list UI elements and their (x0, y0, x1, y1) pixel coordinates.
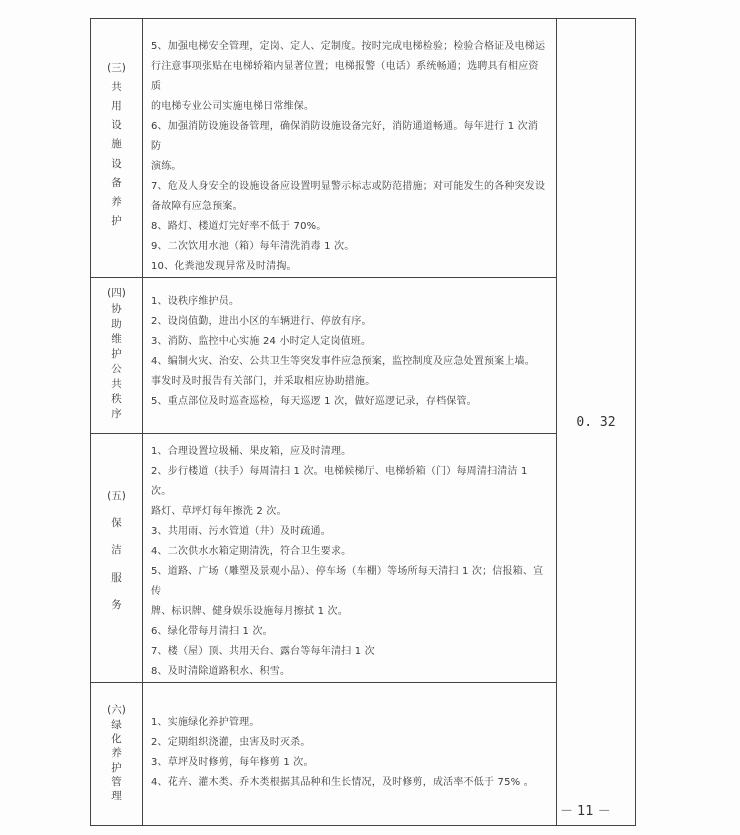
list-item: 行注意事项张贴在电梯轿箱内显著位置；电梯报警（电话）系统畅通；选聘具有相应资质 (151, 61, 539, 92)
content-cell (143, 278, 557, 434)
list-item: 3、消防、监控中心实施 24 小时定人定岗值班。 (151, 336, 372, 347)
list-item: 2、设岗值勤，进出小区的车辆进行、停放有序。 (151, 316, 372, 327)
list-item: 5、道路、广场（雕塑及景观小品）、停车场（车棚）等场所每天清扫 1 次；信报箱、宣传 (151, 566, 544, 597)
list-item: 9、二次饮用水池（箱）每年清洗消毒 1 次。 (151, 241, 355, 252)
list-item: 1、设秩序维护员。 (151, 296, 240, 307)
list-item: 1、实施绿化养护管理。 (151, 717, 260, 728)
score-cell (557, 19, 636, 826)
category-cell (91, 19, 143, 278)
list-item: 演练。 (151, 161, 182, 172)
list-item: 4、花卉、灌木类、乔木类根据其品种和生长情况，及时修剪，成活率不低于 75% 。 (151, 777, 534, 788)
category-cell (91, 278, 143, 434)
table-row-section-3 (91, 19, 636, 278)
list-item: 事发时及时报告有关部门，并采取相应协助措施。 (151, 376, 376, 387)
list-item: 6、加强消防设施设备管理，确保消防设施设备完好，消防通道畅通。每年进行 1 次消防 (151, 121, 539, 152)
list-item: 8、及时清除道路积水、积雪。 (151, 666, 291, 677)
list-item: 2、步行楼道（扶手）每周清扫 1 次。电梯候梯厅、电梯轿箱（门）每周清扫清洁 1 次。 (151, 466, 528, 497)
list-item: 7、危及人身安全的设施设备应设置明显警示标志或防范措施；对可能发生的各种突发设 (151, 181, 546, 192)
list-item: 8、路灯、楼道灯完好率不低于 70%。 (151, 221, 327, 232)
list-item: 5、重点部位及时巡查巡检，每天巡逻 1 次，做好巡逻记录，存档保管。 (151, 396, 477, 407)
list-item: 7、楼（屋）顶、共用天台、露台等每年清扫 1 次 (151, 646, 375, 657)
content-cell (143, 683, 557, 826)
table-row-section-6 (91, 683, 636, 826)
list-item: 4、编制火灾、治安、公共卫生等突发事件应急预案，监控制度及应急处置预案上墙。 (151, 356, 535, 367)
content-cell (143, 434, 557, 683)
category-number: (五) (107, 490, 126, 503)
table-row-section-5 (91, 434, 636, 683)
category-number: (四) (107, 287, 126, 300)
list-item: 3、草坪及时修剪，每年修剪 1 次。 (151, 757, 314, 768)
list-item: 备故障有应急预案。 (151, 201, 243, 212)
list-item: 6、绿化带每月清扫 1 次。 (151, 626, 273, 637)
category-cell (91, 683, 143, 826)
list-item: 路灯、草坪灯每年擦洗 2 次。 (151, 506, 287, 517)
score-value: 0. 32 (576, 414, 616, 430)
page-number: － 11 － (560, 804, 611, 819)
list-item: 10、化粪池发现异常及时清掏。 (151, 261, 297, 272)
category-title: 绿 化 养 护 管 理 (111, 719, 122, 802)
table-row-section-4 (91, 278, 636, 434)
content-cell (143, 19, 557, 278)
category-number: (六) (107, 704, 126, 717)
list-item: 3、共用雨、污水管道（井）及时疏通。 (151, 526, 331, 537)
category-title: 共 用 设 施 设 备 养 护 (111, 81, 122, 227)
list-item: 牌、标识牌、健身娱乐设施每月擦拭 1 次。 (151, 606, 348, 617)
list-item: 的电梯专业公司实施电梯日常维保。 (151, 101, 315, 112)
category-number: (三) (107, 61, 126, 74)
service-standard-table (90, 18, 636, 826)
list-item: 4、二次供水水箱定期清洗，符合卫生要求。 (151, 546, 352, 557)
list-item: 5、加强电梯安全管理，定岗、定人、定制度。按时完成电梯检验；检验合格证及电梯运 (151, 41, 546, 52)
category-title: 保 洁 服 务 (111, 517, 122, 611)
list-item: 2、定期组织浇灌，虫害及时灭杀。 (151, 737, 311, 748)
list-item: 1、合理设置垃圾桶、果皮箱，应及时清理。 (151, 446, 352, 457)
category-title: 协 助 维 护 公 共 秩 序 (111, 302, 122, 421)
category-cell (91, 434, 143, 683)
